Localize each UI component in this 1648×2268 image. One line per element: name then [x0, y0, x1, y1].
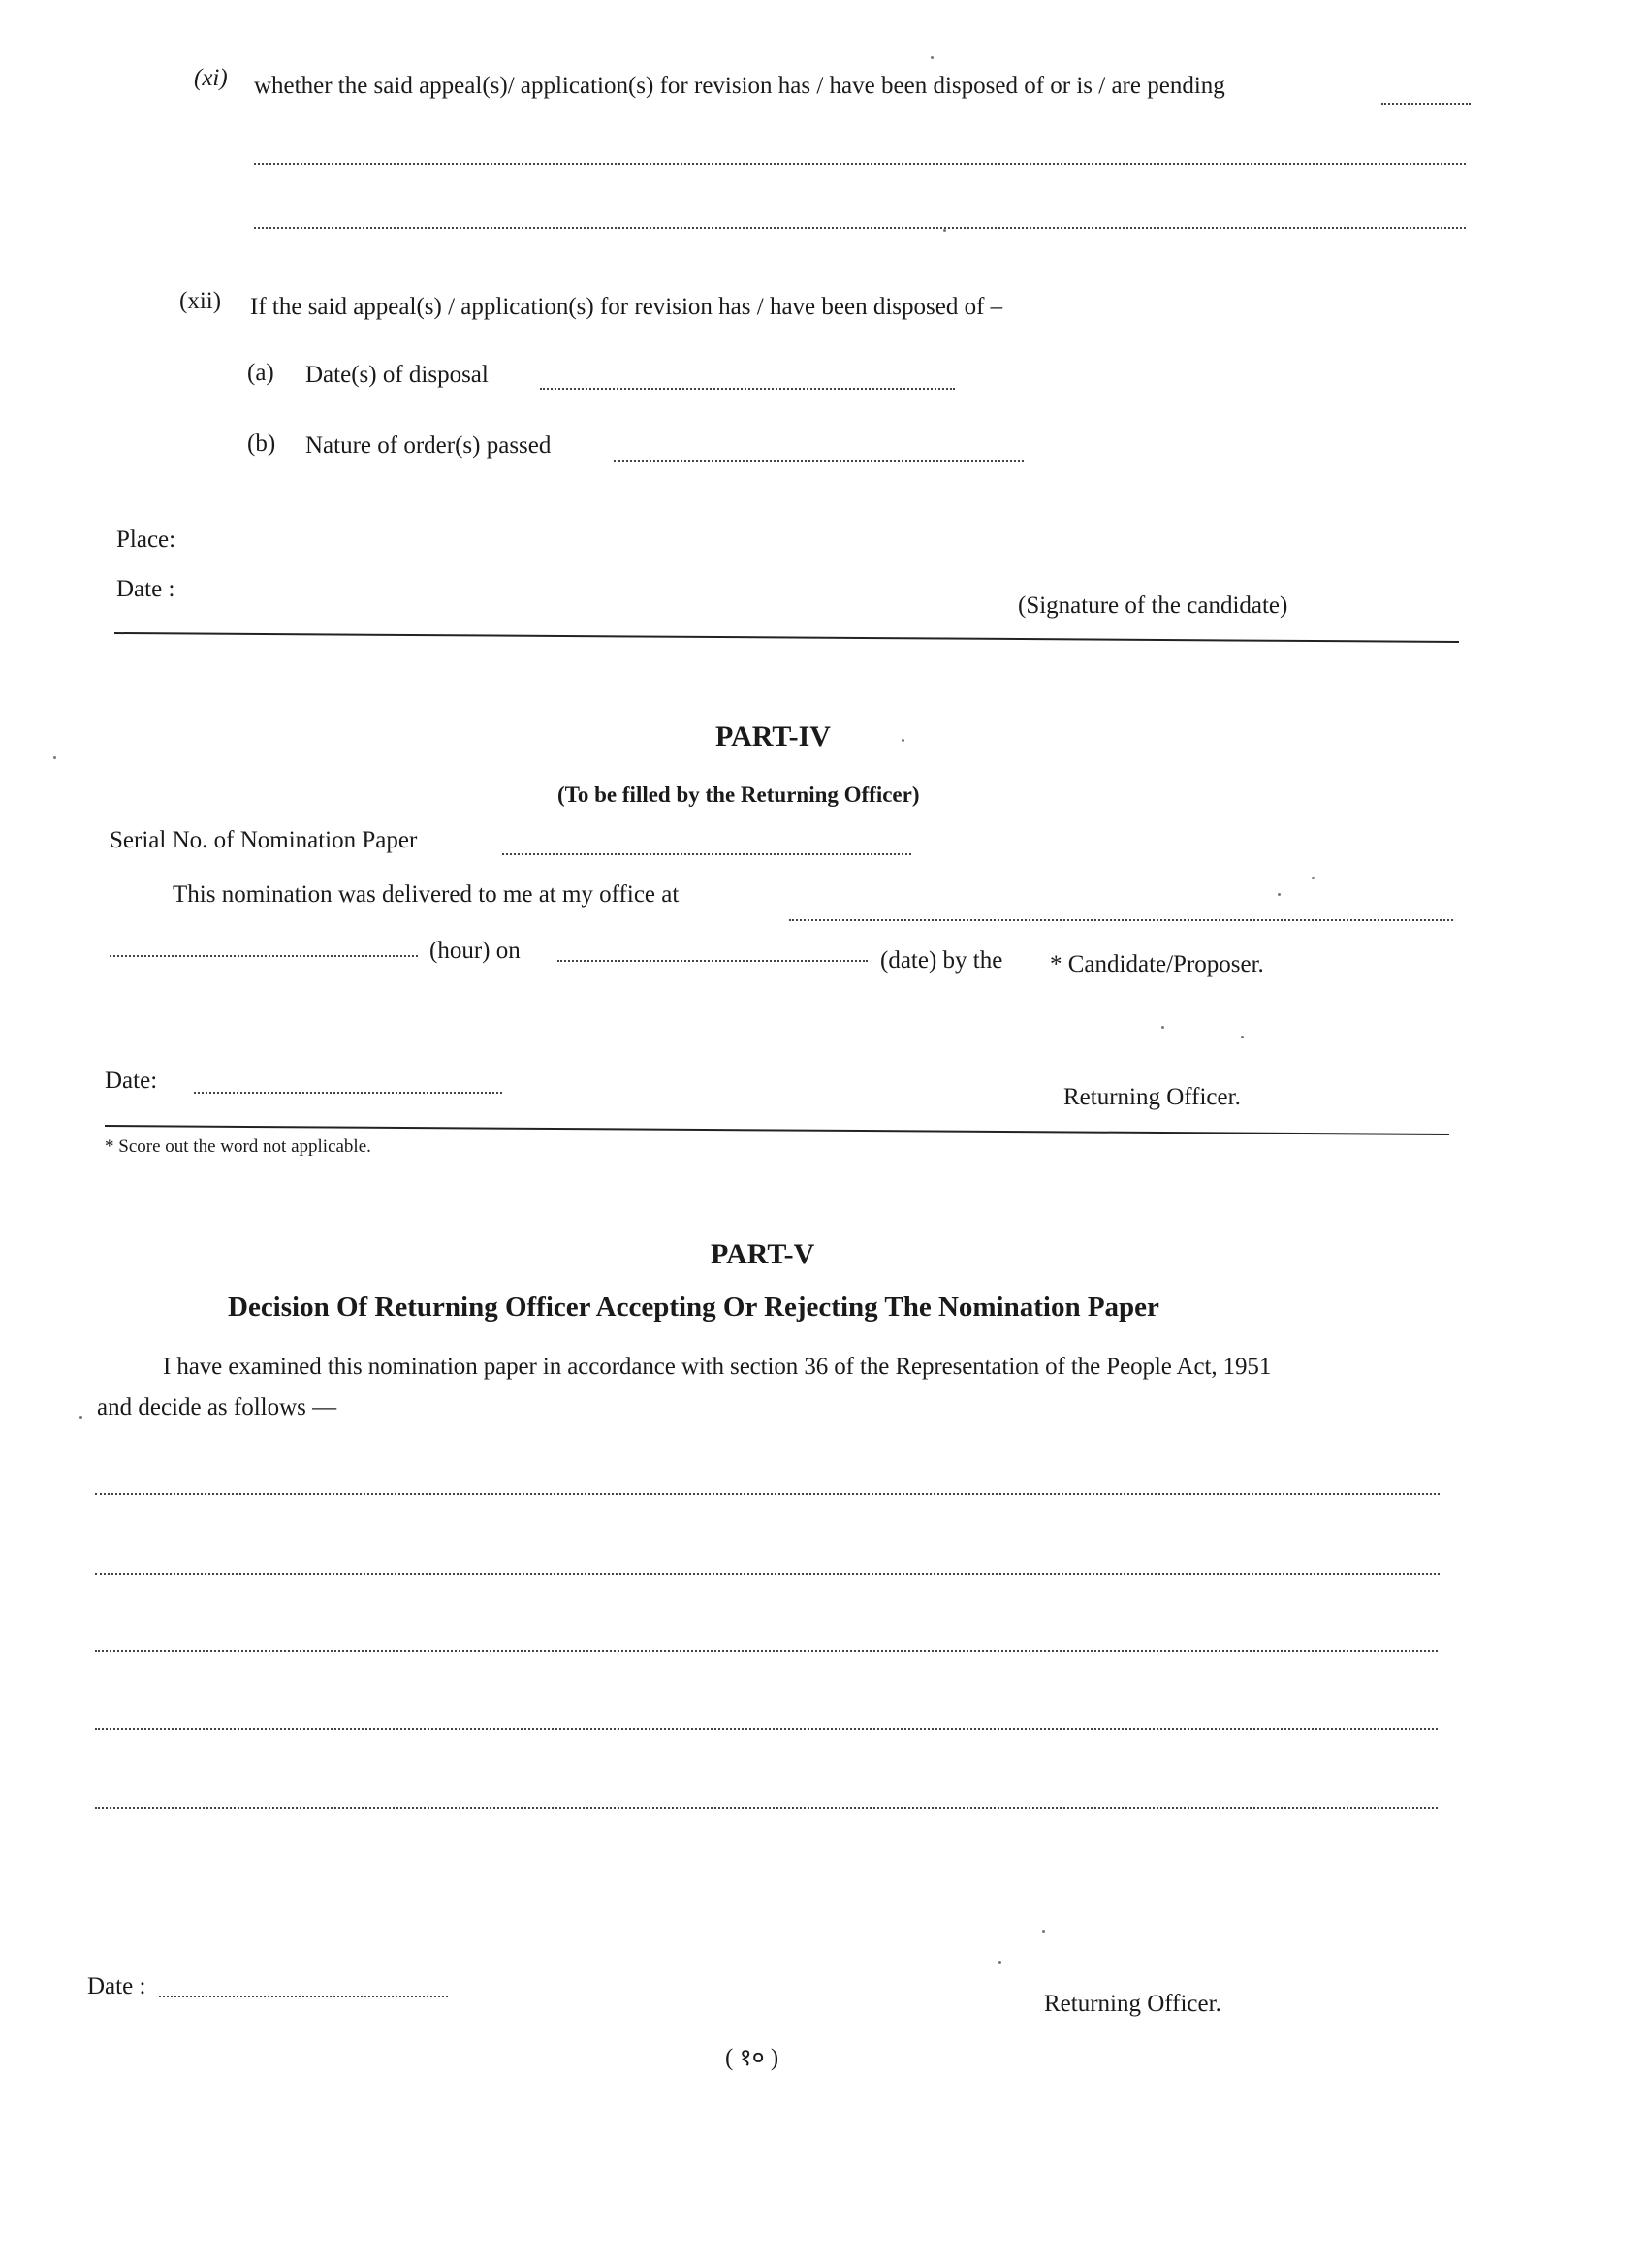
- item-xi-label: (xi): [194, 65, 228, 91]
- scan-speck: [1312, 877, 1315, 879]
- place-label: Place:: [116, 527, 176, 553]
- part-v-title: PART-V: [711, 1238, 815, 1270]
- scan-speck: [1161, 1026, 1164, 1029]
- delivered-text: This nomination was delivered to me at my office at: [173, 881, 680, 908]
- decision-line-2[interactable]: [95, 1573, 1440, 1575]
- scan-speck: [1241, 1036, 1244, 1038]
- candidate-proposer-text: * Candidate/Proposer.: [1050, 951, 1264, 977]
- part-v-subtitle: Decision Of Returning Officer Accepting Or Rejecting The Nomination Paper: [228, 1292, 1159, 1323]
- scan-speck: [1278, 893, 1281, 896]
- delivery-date-field[interactable]: [557, 960, 868, 962]
- item-xii-a-text: Date(s) of disposal: [305, 362, 489, 388]
- scan-speck: [931, 56, 934, 59]
- scan-speck: [53, 756, 56, 759]
- date-of-disposal-field[interactable]: [540, 388, 955, 390]
- part-iv-date-field[interactable]: [194, 1092, 502, 1094]
- part-v-returning-officer-label: Returning Officer.: [1044, 1991, 1221, 2017]
- decision-line-3[interactable]: [95, 1650, 1438, 1652]
- part-iv-returning-officer-label: Returning Officer.: [1063, 1084, 1241, 1110]
- item-xii-b-label: (b): [247, 431, 276, 457]
- hour-on-text: (hour) on: [429, 938, 521, 964]
- part-iv-subtitle: (To be filled by the Returning Officer): [557, 783, 920, 807]
- page-number: ( १० ): [725, 2045, 779, 2071]
- item-xi-field-end[interactable]: [1381, 103, 1471, 105]
- decision-line-5[interactable]: [95, 1807, 1438, 1809]
- part-iv-title: PART-IV: [715, 720, 831, 752]
- scan-speck: [902, 739, 904, 742]
- decision-line-1[interactable]: [95, 1493, 1440, 1495]
- serial-no-label: Serial No. of Nomination Paper: [110, 827, 418, 853]
- section-divider-2: [105, 1125, 1449, 1135]
- item-xi-text: whether the said appeal(s)/ application(s) for revision has / have been disposed of or is / are pending: [254, 73, 1225, 99]
- scan-speck: [998, 1961, 1001, 1964]
- item-xii-a-label: (a): [247, 360, 274, 386]
- delivery-hour-field[interactable]: [110, 955, 418, 957]
- office-location-field[interactable]: [789, 919, 1453, 921]
- part-iv-date-label: Date:: [105, 1068, 158, 1094]
- date-by-text: (date) by the: [880, 947, 1003, 974]
- nature-of-orders-field[interactable]: [614, 460, 1024, 462]
- decision-line-4[interactable]: [95, 1728, 1438, 1730]
- item-xii-text: If the said appeal(s) / application(s) for revision has / have been disposed of –: [250, 294, 1003, 320]
- item-xii-b-text: Nature of order(s) passed: [305, 432, 552, 459]
- scan-speck: [1042, 1930, 1045, 1933]
- footnote: * Score out the word not applicable.: [105, 1136, 371, 1157]
- date-label: Date :: [116, 576, 175, 602]
- part-v-date-field[interactable]: [159, 1996, 448, 1997]
- part-v-paragraph-line-1: I have examined this nomination paper in accordance with section 36 of the Representation of the People Act, 1951: [163, 1354, 1272, 1380]
- scan-speck: [79, 1416, 82, 1419]
- item-xi-field-line-1[interactable]: [254, 163, 1466, 165]
- part-v-paragraph-line-2: and decide as follows —: [97, 1394, 337, 1421]
- part-v-date-label: Date :: [87, 1973, 146, 1999]
- scan-speck: [943, 229, 946, 232]
- item-xi-field-line-2[interactable]: [254, 227, 1466, 229]
- item-xii-label: (xii): [179, 288, 222, 314]
- section-divider-1: [114, 632, 1459, 643]
- serial-no-field[interactable]: [502, 853, 911, 855]
- candidate-signature-label: (Signature of the candidate): [1018, 592, 1288, 619]
